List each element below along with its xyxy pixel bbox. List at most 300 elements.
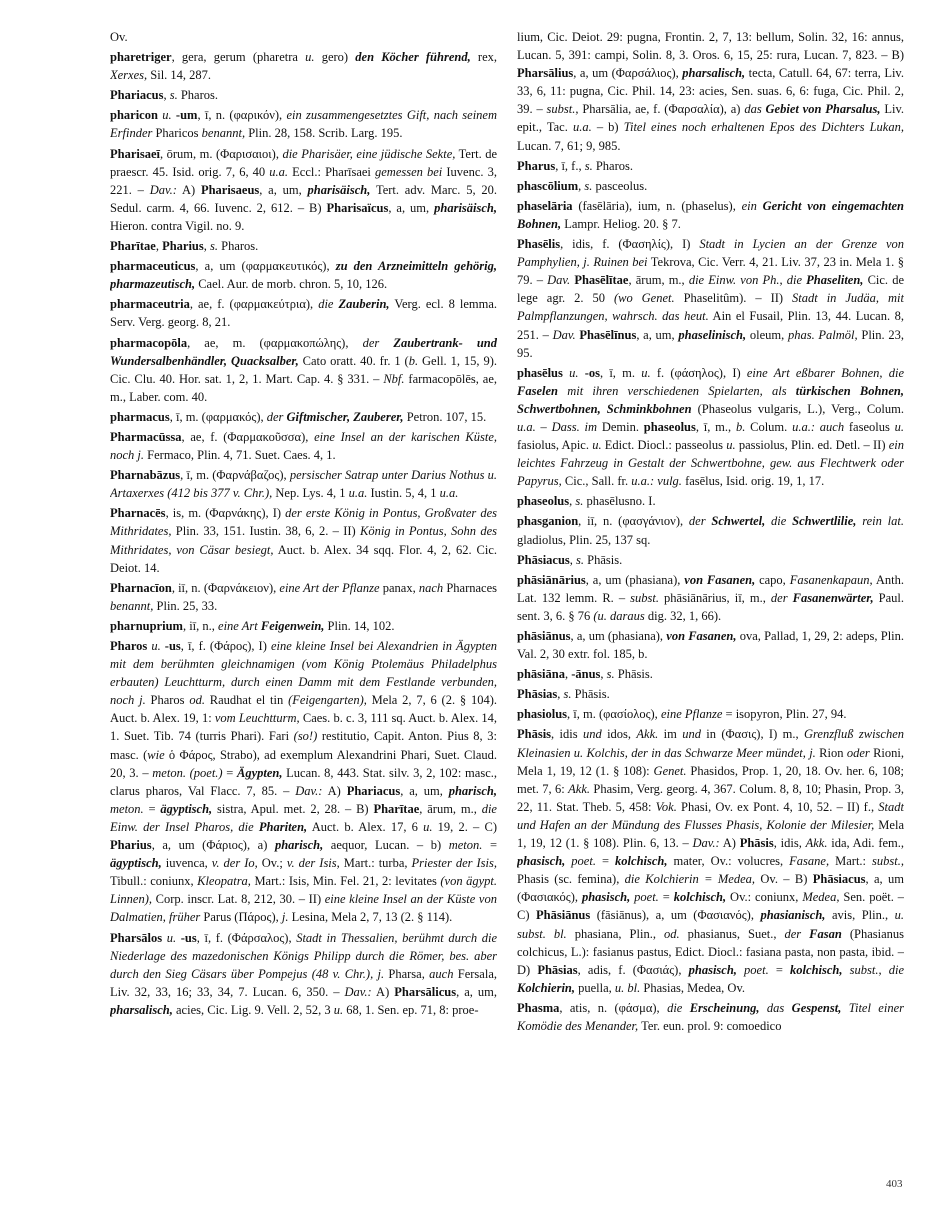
italic-note: u.a.: vulg. xyxy=(631,474,682,489)
italic-note: der xyxy=(784,926,802,941)
entry-text: 19, 2. – C) xyxy=(432,819,497,834)
italic-note: (u. daraus xyxy=(593,608,645,623)
dictionary-entry xyxy=(110,334,497,406)
italic-note: Akk. xyxy=(805,836,828,851)
entry-text: = xyxy=(768,962,791,977)
headword: Phasēlīnus xyxy=(579,327,637,342)
dictionary-entry xyxy=(110,929,497,1019)
entry-text: Plin. 28, 158. Scrib. Larg. 195. xyxy=(245,126,403,141)
italic-note: subst., die xyxy=(849,962,904,977)
dictionary-entry xyxy=(110,237,497,255)
italic-note: u.a. xyxy=(269,164,289,179)
italic-note: eine Art der Pflanze xyxy=(279,580,380,595)
italic-note: persischer Satrap unter Darius Nothus u. Artaxerxes (412 bis 377 v. Chr.), xyxy=(110,468,497,501)
italic-note: eine kleine Insel bei Alexandrien in Ägypten mit dem berühmten gleichnamigen (vom König Ptolemäus Philadelphus erbauten) Leuchtturm, durch einen Damm mit dem Festlande verbunden, noch j. xyxy=(110,639,497,708)
italic-note: Fasanenkapaun, xyxy=(789,572,873,587)
entry-text: , a, um (Φαρσάλιος), xyxy=(573,66,683,81)
entry-text: , ī, m. (φαρμακός), xyxy=(169,409,267,424)
italic-note: Stadt in Lycien an der Grenze von Pamphylien, j. Ruinen bei xyxy=(517,237,904,270)
italic-note: benannt, xyxy=(110,598,154,613)
entry-text: Plin. 14, 102. xyxy=(324,618,395,633)
dictionary-entry xyxy=(110,257,497,293)
entry-text: , xyxy=(600,667,607,682)
headword: Pharsālicus xyxy=(394,984,457,999)
entry-text: sistra, Apul. met. 2, 28. – B) xyxy=(212,801,374,816)
entry-text: fasēlus, Isid. orig. 19, 1, 17. xyxy=(681,474,825,489)
gloss: von Fasanen, xyxy=(684,572,756,587)
italic-note: das xyxy=(744,102,762,117)
gloss: ägyptisch, xyxy=(110,856,162,871)
italic-note: (wo Genet. xyxy=(613,291,675,306)
entry-text: , a, um (Φασιακός), xyxy=(517,872,904,905)
entry-text: (Phaseolus vulgaris, L.), Verg., Colum. xyxy=(691,401,904,416)
italic-note: benannt, xyxy=(201,126,246,141)
entry-text: , iī, n., xyxy=(182,618,219,633)
italic-note: die Einw. der Insel Pharos, die xyxy=(110,801,497,834)
headword: Phariacus xyxy=(346,783,401,798)
entry-text: Iustin. 5, 4, 1 xyxy=(367,486,440,501)
italic-note: poet. xyxy=(744,962,769,977)
headword: Pharsālius xyxy=(517,66,574,81)
entry-text: , ōrum, m. (Φαρισαιοι), xyxy=(160,146,283,161)
italic-note: u. xyxy=(333,1002,344,1017)
italic-note: u. xyxy=(726,438,736,453)
italic-note: ein leichtes Fahrzeug in Gestalt der Schwertbohne, gew. aus Flechtwerk oder Papyrus, xyxy=(517,438,904,489)
entry-text: Tekrova, Cic. Verr. 4, 21. Liv. 37, 23 in. Mela 1. § 79. – xyxy=(517,255,904,288)
entry-text: Phasim, Verg. georg. 4, 367. Colum. 8, 8, 10; Phasin, Prop. 3, 22, 11. Stat. Theb. 5, 458: xyxy=(517,781,904,814)
italic-note: v. der Io, xyxy=(211,856,258,871)
gloss: Feigenwein, xyxy=(260,618,325,633)
italic-note: s. xyxy=(575,494,584,509)
entry-text: Petron. 107, 15. xyxy=(403,409,487,424)
entry-text: phasēlusno. I. xyxy=(583,494,656,509)
dictionary-entry xyxy=(110,145,497,235)
italic-note: u. xyxy=(592,438,602,453)
italic-note: Grenzfluß zwischen Kleinasien u. Kolchis, der in das Schwarze Meer mündet, j. xyxy=(517,727,904,760)
italic-note: s. xyxy=(169,88,178,103)
italic-note: b. xyxy=(735,419,746,434)
dictionary-entry xyxy=(517,705,904,723)
entry-text: , xyxy=(203,239,211,254)
entry-text xyxy=(784,1001,791,1015)
entry-text: Pharnaces xyxy=(443,580,497,595)
entry-text: 68, 1. Sen. ep. 71, 8: proe- xyxy=(343,1002,479,1017)
gloss: kolchisch, xyxy=(790,962,843,977)
italic-note: u. xyxy=(641,365,651,380)
entry-text: oleum, xyxy=(746,327,788,342)
dictionary-entry xyxy=(517,197,904,233)
entry-text: passiolus, Plin. ed. Detl. – II) xyxy=(735,438,889,453)
entry-text: , xyxy=(557,687,564,702)
entry-text: = xyxy=(595,854,616,869)
italic-note: u. xyxy=(423,819,433,834)
entry-text: Pharos. xyxy=(592,158,633,173)
entry-text: , xyxy=(163,88,170,103)
gloss: phasisch, xyxy=(517,854,566,869)
dictionary-entry xyxy=(110,504,497,576)
entry-text: Rioni, Mela 1, 19, 12 (1. § 108): xyxy=(517,745,904,778)
entry-text: Parus (Πάρος), xyxy=(200,910,282,925)
italic-note: od. xyxy=(663,926,680,941)
italic-note: die xyxy=(667,1000,683,1015)
gloss: pharsalisch, xyxy=(110,1002,173,1017)
headword: Phasēlītae xyxy=(574,273,629,288)
italic-note: subst., xyxy=(872,854,904,869)
dictionary-entry xyxy=(517,685,904,703)
italic-note: gemessen bei xyxy=(375,164,443,179)
italic-note: u. xyxy=(151,639,161,653)
entry-text: Pharsa, xyxy=(384,966,430,981)
gloss: von Fasanen, xyxy=(666,629,737,643)
italic-note: meton. xyxy=(448,838,483,853)
entry-text: restitutio, Capit. Anton. Pius 8, 3: masc. ( xyxy=(110,729,497,762)
entry-text: , xyxy=(569,494,576,509)
entry-text: , a, um, xyxy=(259,182,308,197)
entry-text: Liv. epit., Tac. xyxy=(517,102,904,135)
entry-text: , a, um (phasiana), xyxy=(585,572,685,587)
entry-text xyxy=(379,336,393,350)
entry-text: Phāsis. xyxy=(584,552,623,567)
italic-note: Stadt in Thessalien, berühmt durch die Niederlage des mazedonischen Königs Philipp durch die Römer, bes. aber durch den Sieg Cäsars über Pompejus (48 v. Chr.), j. xyxy=(110,930,497,981)
gloss: Fasanenwärter, xyxy=(792,590,874,605)
italic-note: die xyxy=(318,297,334,312)
headword: pharetriger xyxy=(110,50,172,65)
italic-note: u. xyxy=(162,108,172,123)
dictionary-entry xyxy=(110,579,497,615)
entry-text: A) xyxy=(371,984,395,999)
italic-note: u. xyxy=(569,365,579,380)
italic-note: Titel eines noch erhaltenen Epos des Dichters Lukan, xyxy=(623,120,904,135)
headword: Phariacus xyxy=(110,88,164,103)
entry-text: Pharsālia, ae, f. (Φαρσαλία), a) xyxy=(578,102,745,117)
entry-text: Paul. sent. 3, 6. § 76 xyxy=(517,590,904,623)
entry-text: Rion xyxy=(815,745,847,760)
gloss: türkischen Bohnen, Schwertbohnen, Schminkbohnen xyxy=(517,383,904,416)
entry-text xyxy=(760,1001,767,1015)
entry-text: f. (φάσηλος), I) xyxy=(650,365,747,380)
dictionary-entry xyxy=(110,295,497,331)
entry-text: (fasēlāria), ium, n. (phaselus), xyxy=(572,198,742,213)
entry-text: Corp. inscr. Lat. 8, 212, 30. – II) xyxy=(152,892,325,907)
entry-text: A) xyxy=(719,836,740,851)
entry-text: , ae, f. (φαρμακεύτρια), xyxy=(189,297,319,312)
gloss: Phariten, xyxy=(258,819,308,834)
entry-text: , a, um, xyxy=(456,984,497,999)
entry-text: – b) xyxy=(591,120,624,135)
headword: pharicon xyxy=(110,108,158,123)
italic-note: u. xyxy=(166,930,177,945)
entry-text: , a, um (phasiana), xyxy=(570,629,667,643)
italic-note: das xyxy=(766,1000,785,1015)
entry-text: Pharos. xyxy=(177,88,219,103)
entry-text xyxy=(737,963,744,977)
headword: Pharnacīon xyxy=(110,580,172,595)
italic-note: Medea, xyxy=(802,890,840,905)
entry-text xyxy=(841,1001,848,1015)
italic-note: Dav.: xyxy=(149,182,177,197)
entry-text: Lesina, Mela 2, 7, 13 (2. § 114). xyxy=(288,910,453,925)
dictionary-entry xyxy=(110,428,497,464)
italic-note: eine kleine Insel an der Küste von Dalmatien, früher xyxy=(110,892,497,925)
italic-note: u.a. xyxy=(439,486,459,501)
italic-note: b. xyxy=(408,353,419,368)
entry-text: Mela 2, 7, 6 (2. § 104). Auct. b. Alex. 19, 1: xyxy=(110,693,497,726)
entry-text: Mart.: turba, xyxy=(339,856,412,871)
entry-text: , is, m. (Φαρνάκης), I) xyxy=(165,506,286,521)
italic-note: rein lat. xyxy=(862,514,904,529)
headword: Pharos xyxy=(110,639,148,653)
headword: Phāsias xyxy=(537,962,578,977)
italic-note: meton. xyxy=(110,801,144,816)
entry-text: Cael. Aur. de morb. chron. 5, 10, 126. xyxy=(195,277,388,292)
gloss: den Köcher führend, xyxy=(355,50,471,65)
headword: Pharisaeus xyxy=(200,182,260,197)
entry-text: phasiana, Plin., xyxy=(566,926,664,941)
entry-text: , ī, n. (φαρικόν), xyxy=(197,108,287,123)
entry-text: Mart.: Isis, Min. Fel. 21, 2: levitates xyxy=(250,874,441,889)
entry-text: , ī, f., xyxy=(555,158,585,173)
gloss: Kolchierin, xyxy=(517,980,575,995)
entry-text: , ī, m. xyxy=(599,365,642,380)
headword: Phāsias xyxy=(517,687,558,702)
entry-text: Phasidos, Prop. 1, 20, 18. Ov. her. 6, 108; met. 7, 6: xyxy=(517,763,904,796)
dictionary-entry xyxy=(110,28,497,46)
entry-text: , ī, f. (Φάρος), I) xyxy=(180,639,271,653)
italic-note: Vok. xyxy=(655,799,677,814)
entry-text: Plin. 25, 33. xyxy=(153,598,218,613)
entry-text: A) xyxy=(176,182,201,197)
entry-text: Auct. b. Alex. 17, 6 xyxy=(307,819,424,834)
gloss: Giftmischer, Zauberer, xyxy=(286,409,404,424)
entry-text: , xyxy=(564,667,572,682)
italic-note: Dav.: xyxy=(295,783,323,798)
entry-text: farmacopōlēs, ae, m., Laber. com. 40. xyxy=(110,371,497,404)
italic-note: s. xyxy=(576,552,585,567)
entry-text: Pharos xyxy=(145,693,190,708)
entry-text: , gera, gerum (pharetra xyxy=(171,50,306,65)
entry-text: Tert. de praescr. 45. Isid. orig. 7, 6, 40 xyxy=(110,146,497,179)
entry-text: avis, Plin., xyxy=(825,908,895,923)
entry-text xyxy=(787,384,796,398)
headword: Pharītae xyxy=(373,801,420,816)
entry-text: aequor, Lucan. – b) xyxy=(323,838,449,853)
italic-note: u. bl. xyxy=(614,980,641,995)
page-number: 403 xyxy=(886,1178,903,1190)
italic-note: der xyxy=(688,514,706,529)
italic-note: u. subst. bl. xyxy=(517,908,904,941)
entry-text xyxy=(682,1001,689,1015)
gloss: pharisch, xyxy=(448,783,497,798)
headword: Phāsis xyxy=(739,836,774,851)
headword: pharmaceutria xyxy=(110,297,190,312)
entry-text: Cato oratt. 40. fr. 1 ( xyxy=(298,353,409,368)
entry-text: im xyxy=(658,727,683,742)
dictionary-entry xyxy=(517,364,904,491)
entry-text: Phasias, Medea, Ov. xyxy=(640,980,746,995)
italic-note: u. xyxy=(305,50,315,65)
gloss: Gebiet von Pharsalus, xyxy=(765,102,881,117)
entry-text: (Phasianus colchicus, L.): fasianus pastus, Edict. Diocl.: fasiana pasta, non pasta, ibid. – D) xyxy=(517,926,904,977)
entry-text: , a, um, xyxy=(636,327,679,342)
headword: phaseolus xyxy=(643,419,696,434)
entry-text: Pharicos xyxy=(152,126,202,141)
italic-note: u.a.: auch xyxy=(792,419,845,434)
italic-note: Xerxes, xyxy=(110,68,148,83)
entry-text: = xyxy=(658,890,674,905)
entry-text: Phasis (sc. femina), xyxy=(517,872,625,887)
entry-text: , a, um (φαρμακευτικός), xyxy=(195,259,336,274)
entry-text: tecta, Catull. 64, 67: terra, Liv. 33, 6, 11: pugna, Cic. Phil. 14, 23: acies, Sen. suas. 6, 6: fuga, Cic. Phil. 2, 39. – xyxy=(517,66,904,117)
entry-text: gero) xyxy=(314,50,356,65)
gloss: Schwertel, xyxy=(711,514,766,529)
italic-note: vom Leuchtturm, xyxy=(214,711,300,726)
headword: Pharisaeī xyxy=(110,146,160,161)
entry-text: Verg. ecl. 8 lemma. Serv. Verg. georg. 8, 21. xyxy=(110,297,497,330)
gloss: Phaseliten, xyxy=(806,273,864,288)
headword: phasganion xyxy=(517,514,579,529)
entry-text: rex, xyxy=(470,50,497,65)
entry-text: faseolus xyxy=(844,419,895,434)
headword: Pharius xyxy=(110,838,152,853)
entry-text: , ī, m. (φασίολος), xyxy=(567,707,661,722)
headword: Pharius xyxy=(162,239,204,254)
entry-text: , ī, m. (Φαρνάβαζος), xyxy=(180,468,290,483)
entry-text: – xyxy=(535,419,552,434)
dictionary-entry xyxy=(517,665,904,683)
entry-text: Lucan. 8, 443. Stat. silv. 3, 2, 102: masc., clarus pharos, Val Flacc. 7, 85. – xyxy=(110,765,497,798)
entry-text: , ārum, m., xyxy=(628,273,689,288)
gloss: pharisäisch, xyxy=(307,182,371,197)
gloss: Fasan xyxy=(809,926,842,941)
dictionary-entry xyxy=(517,235,904,362)
gloss: phaselinisch, xyxy=(678,327,747,342)
headword: phasiolus xyxy=(517,707,568,722)
entry-text: Sil. 14, 287. xyxy=(147,68,212,83)
italic-note: meton. (poet.) xyxy=(152,765,223,780)
headword: pharmacus xyxy=(110,409,170,424)
headword: phaseolus xyxy=(517,494,570,509)
entry-text: A) xyxy=(322,783,347,798)
entry-text: acies, Cic. Lig. 9. Vell. 2, 52, 3 xyxy=(172,1002,334,1017)
gloss: Erscheinung, xyxy=(689,1000,760,1015)
entry-text: Fersala, Liv. 32, 33, 16; 33, 34, 7. Lucan. 6, 350. – xyxy=(110,966,497,999)
entry-text: Eccl.: Pharīsaei xyxy=(288,164,375,179)
entry-text: Cic. de lege agr. 2. 50 xyxy=(517,273,904,306)
entry-text: Cic., Sall. fr. xyxy=(561,474,632,489)
dictionary-entry xyxy=(110,106,497,142)
entry-text: in (Φασις), I) m., xyxy=(700,727,804,742)
italic-note: der erste König in Pontus, Großvater des Mithridates, xyxy=(110,506,497,539)
entry-text: , ī, m., xyxy=(695,419,736,434)
entry-text: Gell. 1, 15, 9). Cic. Clu. 40. Hor. sat. 1, 2, 1. Mart. Cap. 4. § 331. – xyxy=(110,353,497,386)
entry-text: puella, xyxy=(575,980,615,995)
entry-text xyxy=(842,963,849,977)
entry-text: ὁ Φάρος, Strabo), ad exemplum Alexandrini Phari, Suet. Claud. 20, 3. – xyxy=(110,747,497,780)
headword: pharmaceuticus xyxy=(110,259,196,274)
gloss: pharisäisch, xyxy=(434,200,497,215)
italic-note: u.a. xyxy=(348,486,368,501)
entry-text: , a, um, xyxy=(388,200,435,215)
entry-text: (fāsiānus), a, um (Φασιανός), xyxy=(590,908,761,923)
italic-note: Genet. xyxy=(653,763,687,778)
italic-note: (so!) xyxy=(293,729,318,744)
dictionary-entry xyxy=(110,86,497,104)
italic-note: Dav. xyxy=(552,327,576,342)
italic-note: und xyxy=(582,727,602,742)
dictionary-entry xyxy=(517,725,904,996)
headword: phascōlium xyxy=(517,178,579,193)
entry-text: , idis, xyxy=(773,836,806,851)
italic-note: ein xyxy=(741,198,757,213)
italic-note: der xyxy=(362,335,380,350)
dictionary-entry xyxy=(517,999,904,1035)
left-column xyxy=(110,28,497,1178)
entry-text: Lucan. 7, 61; 9, 985. xyxy=(517,138,621,153)
entry-text: Ov.: coniunx, xyxy=(726,890,803,905)
italic-note: u.a. xyxy=(517,419,536,434)
entry-text: iuvenca, xyxy=(161,856,212,871)
italic-note: Stadt und Hafen an der Mündung des Flusses Phasis, Kolonie der Milesier, xyxy=(517,799,904,832)
gloss: zu den Arzneimitteln gehörig, pharmazeutisch, xyxy=(110,259,497,292)
headword: phāsiānārius xyxy=(517,572,586,587)
italic-note: s. xyxy=(210,239,219,254)
italic-note: mit ihren verschiedenen Spielarten, als xyxy=(567,383,787,398)
entry-text: Ain el Fusail, Plin. 13, 44. Lucan. 8, 251. – xyxy=(517,309,904,342)
entry-text: , idis, f. (Φασηλίς), I) xyxy=(560,237,700,252)
italic-note: (von ägypt. Linnen), xyxy=(110,874,497,907)
headword: pharmacopōla xyxy=(110,335,188,350)
entry-text: Mela 1, 19, 12 (1. § 108). Plin. 6, 13. – xyxy=(517,817,904,851)
entry-text: mater, Ov.: volucres, xyxy=(667,854,790,869)
entry-text: Phaselitûm). – II) xyxy=(674,291,793,306)
italic-note: auch xyxy=(429,966,454,981)
headword: -os xyxy=(584,365,600,380)
entry-text: ida, Adi. fem., xyxy=(827,836,904,851)
entry-text: idos, xyxy=(601,727,637,742)
gloss: phasisch, xyxy=(581,890,631,905)
italic-note: eine Art eßbarer Bohnen, die xyxy=(746,365,904,380)
entry-text: dig. 32, 1, 66). xyxy=(644,608,722,623)
entry-text: panax, xyxy=(379,580,419,595)
dictionary-entry xyxy=(517,492,904,510)
entry-text: lium, Cic. Deiot. 29: pugna, Frontin. 2, 7, 13: bellum, Solin. 32, 16: annus, Lucan. 5, 391: campi, Solin. 8, 3. Oros. 6, 15, 25: rura, Lucan. 7, 823. – B) xyxy=(517,30,904,63)
italic-note: König in Pontus, Sohn des Mithridates, von Cäsar besiegt, xyxy=(110,524,497,557)
italic-note: u. xyxy=(894,419,904,434)
italic-note: s. xyxy=(584,158,593,173)
entry-text: Raudhat el tin xyxy=(204,693,289,708)
gloss: kolchisch, xyxy=(615,854,668,869)
italic-note: oder xyxy=(846,745,870,760)
italic-note: eine Art xyxy=(218,618,258,633)
headword: Phāsiacus xyxy=(517,552,570,567)
italic-note: Dass. im xyxy=(551,419,598,434)
entry-text: Fermaco, Plin. 4, 71. Suet. Caes. 4, 1. xyxy=(144,448,336,463)
entry-text: Anth. Lat. 132 lemm. R. – xyxy=(517,572,904,605)
headword: Pharnacēs xyxy=(110,506,166,521)
headword: phaselāria xyxy=(517,198,573,213)
dictionary-entry xyxy=(110,466,497,502)
italic-note: s. xyxy=(606,667,615,682)
headword: Pharnabāzus xyxy=(110,468,181,483)
gloss: kolchisch, xyxy=(673,890,727,905)
entry-text: Auct. b. Alex. 34 sqq. Flor. 4, 2, 62. Cic. Deiot. 14. xyxy=(110,542,497,575)
headword: -um xyxy=(175,108,198,123)
headword: phāsiāna xyxy=(517,667,565,682)
entry-text: ova, Pallad, 1, 29, 2: adeps, Plin. Val. 2, 30 extr. fol. 185, b. xyxy=(517,629,904,662)
dictionary-entry xyxy=(110,637,497,927)
italic-note: j. xyxy=(281,910,289,925)
italic-note: Priester der Isis, xyxy=(411,856,497,871)
